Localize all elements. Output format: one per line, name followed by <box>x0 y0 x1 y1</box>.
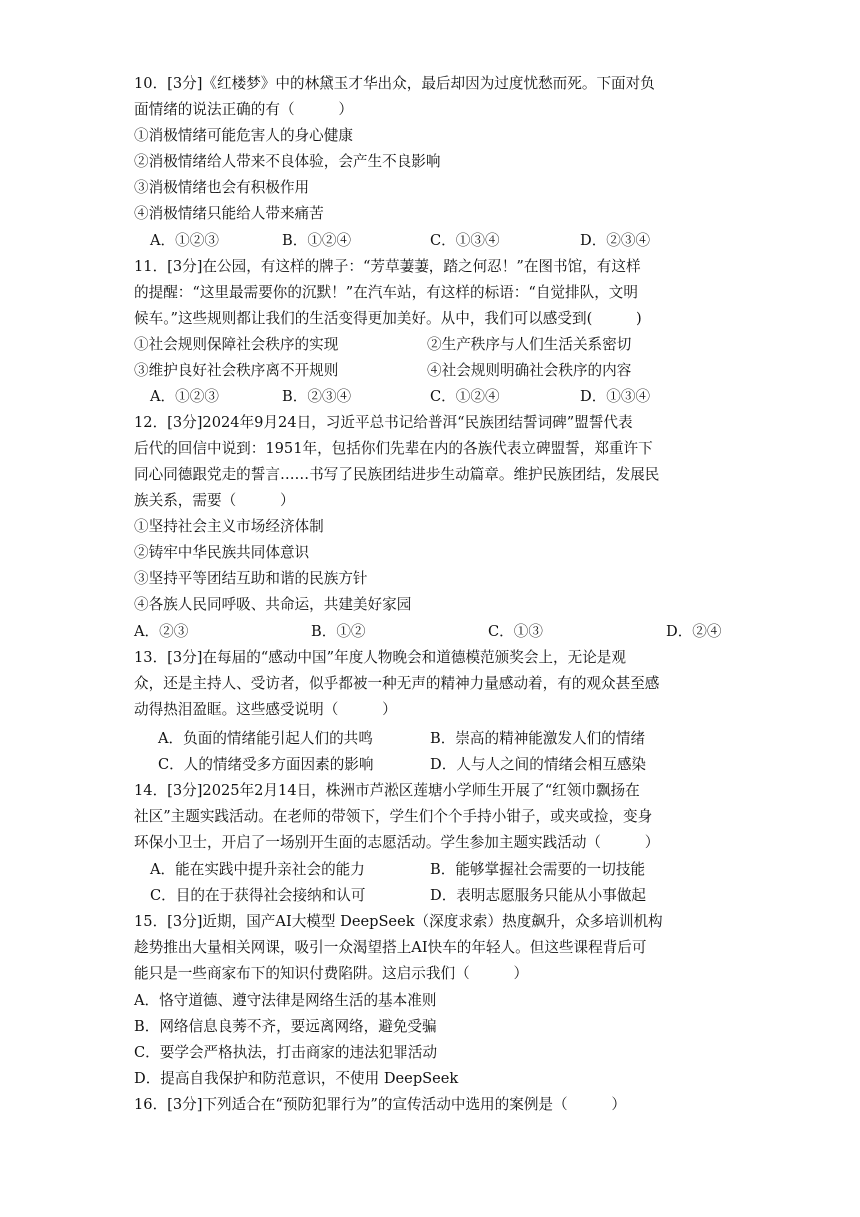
question-stem-line: 后代的回信中说到：1951年，包括你们先辈在内的各族代表立碑盟誓，郑重许下 <box>134 440 653 457</box>
statement-item: ①社会规则保障社会秩序的实现 <box>134 336 339 353</box>
option-c[interactable]: C．要学会严格执法，打击商家的违法犯罪活动 <box>134 1044 438 1061</box>
option-c[interactable]: C．目的在于获得社会接纳和认可 <box>150 887 366 904</box>
option-a[interactable]: A．①②③ <box>150 232 219 249</box>
question-stem-line: 同心同德跟党走的誓言……书写了民族团结进步生动篇章。维护民族团结，发展民 <box>134 466 660 483</box>
option-b[interactable]: B．①②④ <box>282 232 352 249</box>
statement-item: ④社会规则明确社会秩序的内容 <box>427 362 632 379</box>
option-d[interactable]: D．提高自我保护和防范意识，不使用 DeepSeek <box>134 1070 459 1087</box>
question-stem-line: 11．[3分]在公园，有这样的牌子：“芳草萋萋，踏之何忍！”在图书馆，有这样 <box>134 258 641 275</box>
question-stem-line: 面情绪的说法正确的有（ ） <box>134 101 353 118</box>
option-a[interactable]: A．负面的情绪能引起人们的共鸣 <box>158 730 373 747</box>
option-a[interactable]: A．②③ <box>134 623 189 640</box>
question-stem-line: 环保小卫士，开启了一场别开生面的志愿活动。学生参加主题实践活动（ ） <box>134 834 660 851</box>
statement-item: ③维护良好社会秩序离不开规则 <box>134 362 339 379</box>
question-stem-line: 候车。”这些规则都让我们的生活变得更加美好。从中，我们可以感受到( ) <box>134 310 642 327</box>
question-stem-line: 15．[3分]近期，国产AI大模型 DeepSeek（深度求索）热度飙升，众多培训机构 <box>134 913 663 930</box>
option-d[interactable]: D．②③④ <box>580 232 651 249</box>
option-a[interactable]: A．能在实践中提升亲社会的能力 <box>150 861 365 878</box>
option-c[interactable]: C．①③ <box>488 623 543 640</box>
statement-item: ①消极情绪可能危害人的身心健康 <box>134 127 353 144</box>
statement-item: ②铸牢中华民族共同体意识 <box>134 544 310 561</box>
option-b[interactable]: B．网络信息良莠不齐，要远离网络，避免受骗 <box>134 1018 437 1035</box>
option-d[interactable]: D．①③④ <box>580 388 651 405</box>
question-stem-line: 的提醒：“这里最需要你的沉默！”在汽车站，有这样的标语：“自觉排队，文明 <box>134 284 638 301</box>
question-stem-line: 能只是一些商家布下的知识付费陷阱。这启示我们（ ） <box>134 965 529 982</box>
option-d[interactable]: D．②④ <box>666 623 722 640</box>
option-c[interactable]: C．①②④ <box>430 388 500 405</box>
option-d[interactable]: D．人与人之间的情绪会相互感染 <box>430 756 647 773</box>
statement-item: ③坚持平等团结互助和谐的民族方针 <box>134 570 368 587</box>
question-stem-line: 13．[3分]在每届的“感动中国”年度人物晚会和道德模范颁奖会上，无论是观 <box>134 649 626 666</box>
option-a[interactable]: A．①②③ <box>150 388 219 405</box>
option-c[interactable]: C．人的情绪受多方面因素的影响 <box>158 756 374 773</box>
option-b[interactable]: B．崇高的精神能激发人们的情绪 <box>430 730 646 747</box>
statement-item: ①坚持社会主义市场经济体制 <box>134 518 324 535</box>
option-b[interactable]: B．能够掌握社会需要的一切技能 <box>430 861 646 878</box>
statement-item: ③消极情绪也会有积极作用 <box>134 179 310 196</box>
question-stem-line: 动得热泪盈眶。这些感受说明（ ） <box>134 701 397 718</box>
question-stem-line: 12．[3分]2024年9月24日，习近平总书记给普洱“民族团结誓词碑”盟誓代表 <box>134 414 633 431</box>
statement-item: ②生产秩序与人们生活关系密切 <box>427 336 632 353</box>
option-d[interactable]: D．表明志愿服务只能从小事做起 <box>430 887 647 904</box>
option-b[interactable]: B．①② <box>311 623 366 640</box>
option-b[interactable]: B．②③④ <box>282 388 352 405</box>
question-stem-line: 趁势推出大量相关网课，吸引一众渴望搭上AI快车的年轻人。但这些课程背后可 <box>134 939 647 956</box>
question-stem-line: 社区”主题实践活动。在老师的带领下，学生们个个手持小钳子，或夹或捡，变身 <box>134 808 653 825</box>
question-stem-line: 族关系，需要（ ） <box>134 492 295 509</box>
statement-item: ④消极情绪只能给人带来痛苦 <box>134 205 324 222</box>
question-stem-line: 14．[3分]2025年2月14日，株洲市芦淞区莲塘小学师生开展了“红领巾飘扬在 <box>134 782 640 799</box>
option-a[interactable]: A．恪守道德、遵守法律是网络生活的基本准则 <box>134 992 437 1009</box>
question-stem-line: 众，还是主持人、受访者，似乎都被一种无声的精神力量感动着，有的观众甚至感 <box>134 675 660 692</box>
statement-item: ②消极情绪给人带来不良体验，会产生不良影响 <box>134 153 441 170</box>
question-stem-line: 10．[3分]《红楼梦》中的林黛玉才华出众，最后却因为过度忧愁而死。下面对负 <box>134 75 655 92</box>
statement-item: ④各族人民同呼吸、共命运，共建美好家园 <box>134 596 412 613</box>
question-stem-line: 16．[3分]下列适合在“预防犯罪行为”的宣传活动中选用的案例是（ ） <box>134 1096 626 1113</box>
option-c[interactable]: C．①③④ <box>430 232 500 249</box>
